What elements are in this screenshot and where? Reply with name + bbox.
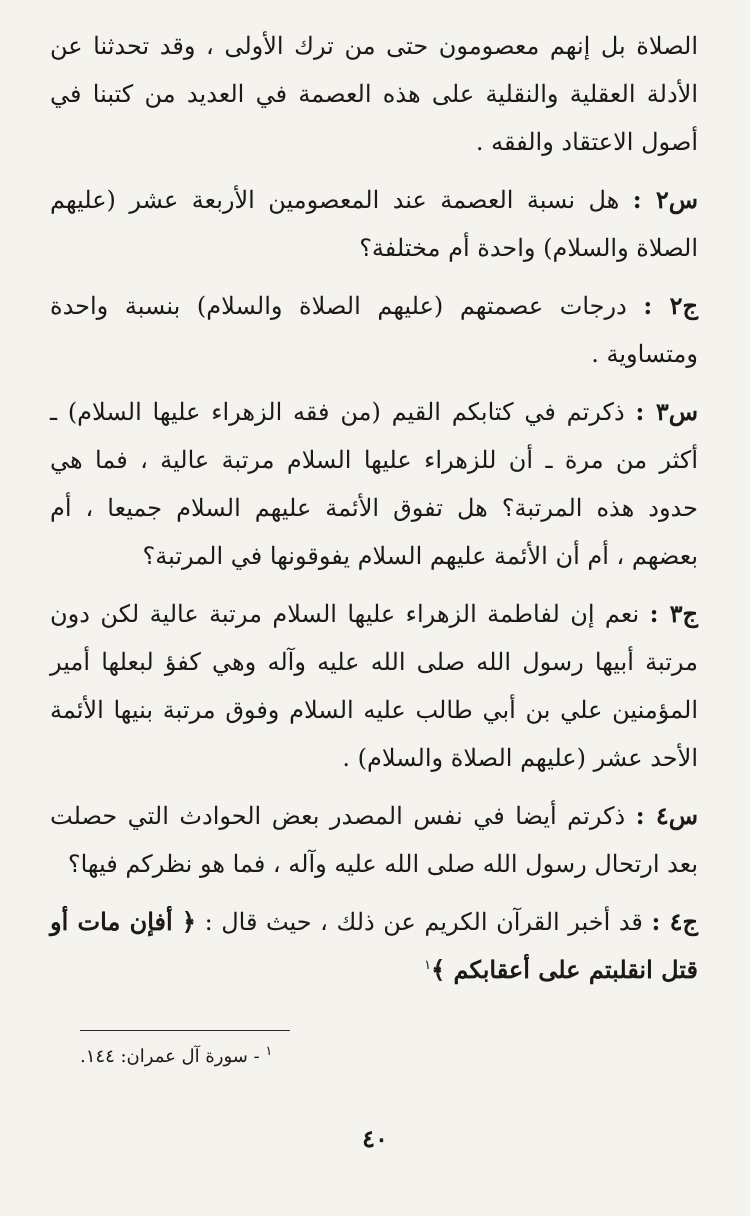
- answer-4: [50, 898, 698, 994]
- answer-text: قد أخبر القرآن الكريم عن ذلك ، حيث قال :: [204, 908, 643, 936]
- paragraph-1: [50, 22, 698, 166]
- answer-2: [50, 282, 698, 378]
- question-label: س٤ :: [635, 801, 698, 830]
- question-text: ذكرتم في كتابكم القيم (من فقه الزهراء عليها السلام) ـ أكثر من مرة ـ أن للزهراء عليها السلام مرتبة عالية ، فما هي حدود هذه المرتبة؟ هل تفوق الأئمة عليهم السلام جميعا ، أم بعضهم ، أم أن الأئمة عليهم السلام يفوقونها في المرتبة؟: [50, 398, 698, 570]
- footnote-text: - سورة آل عمران: ١٤٤.: [80, 1046, 260, 1067]
- footnote-ref: ١: [424, 958, 432, 973]
- quran-quote: ﴿ أفإن مات أو قتل انقلبتم على أعقابكم ﴾: [50, 907, 698, 984]
- question-text: هل نسبة العصمة عند المعصومين الأربعة عشر (عليهم الصلاة والسلام) واحدة أم مختلفة؟: [50, 186, 698, 262]
- answer-label: ج٣ :: [649, 599, 699, 628]
- paragraph-text: الصلاة بل إنهم معصومون حتى من ترك الأولى ، وقد تحدثنا عن الأدلة العقلية والنقلية على هذه العصمة في العديد من كتبنا في أصول الاعتقاد والفقه .: [50, 32, 698, 156]
- footnote-divider: [80, 1030, 290, 1031]
- question-label: س٣ :: [635, 397, 698, 426]
- answer-3: [50, 590, 698, 782]
- answer-label: ج٤ :: [651, 907, 698, 936]
- answer-text: درجات عصمتهم (عليهم الصلاة والسلام) بنسبة واحدة ومتساوية .: [50, 292, 698, 368]
- answer-label: ج٢ :: [643, 291, 698, 320]
- answer-text: نعم إن لفاطمة الزهراء عليها السلام مرتبة عالية لكن دون مرتبة أبيها رسول الله صلى الله عليه وآله وهي كفؤ لبعلها أمير المؤمنين علي بن أبي طالب عليه السلام وفوق مرتبة بنيها الأئمة الأحد عشر (عليهم الصلاة والسلام) .: [50, 600, 698, 772]
- main-text: [50, 22, 698, 1004]
- question-4: [50, 792, 698, 888]
- footnote-number: ١: [265, 1044, 273, 1059]
- footnote: [80, 1042, 380, 1072]
- question-3: [50, 388, 698, 580]
- question-label: س٢ :: [632, 185, 699, 214]
- question-2: [50, 176, 698, 272]
- page-number: ٤٠: [362, 1124, 388, 1153]
- question-text: ذكرتم أيضا في نفس المصدر بعض الحوادث التي حصلت بعد ارتحال رسول الله صلى الله عليه وآله ، فما هو نظركم فيها؟: [50, 802, 698, 878]
